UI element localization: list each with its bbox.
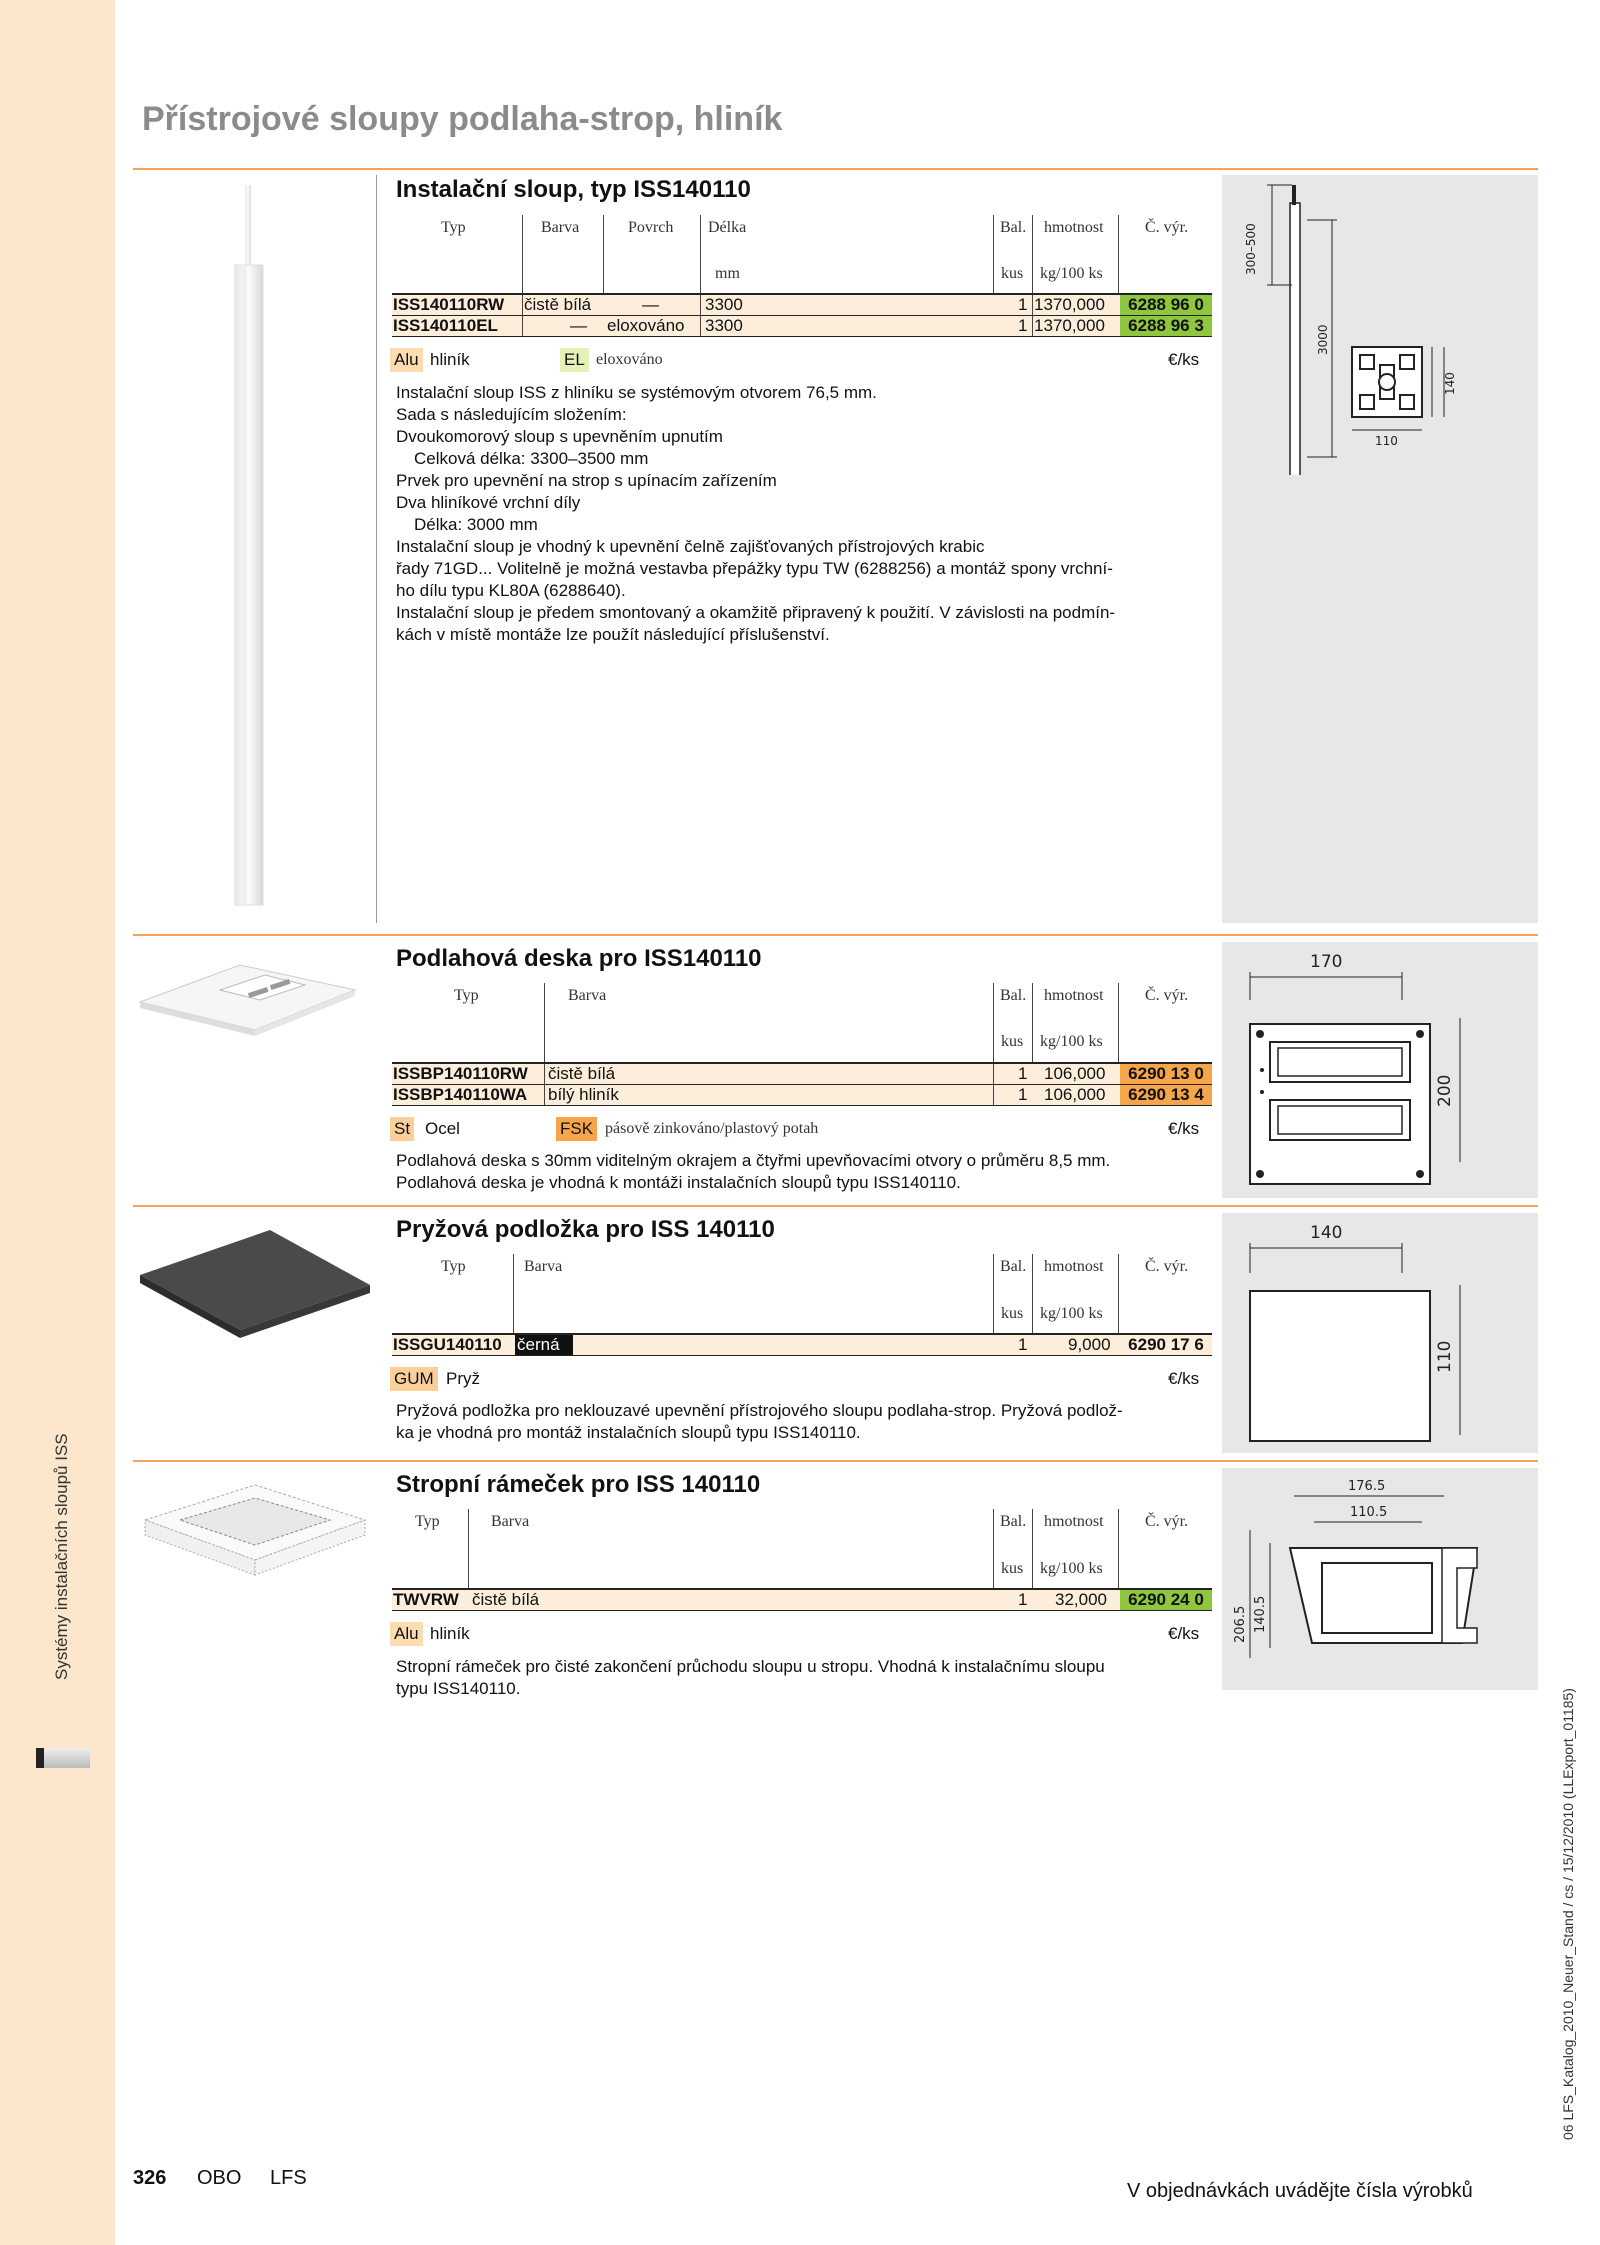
dim-label: 110 [1435,1340,1455,1373]
section-divider [133,168,1538,170]
header-povrch: Povrch [628,219,674,236]
header-hmotnost: hmotnost [1044,1258,1104,1275]
section-divider [133,1460,1538,1462]
length-cell: 3300 [705,295,743,314]
separator [522,215,523,295]
material-code: FSK [556,1117,597,1141]
section-divider [133,1205,1538,1207]
pack-cell: 1 [1018,1590,1028,1609]
surface-cell: eloxováno [607,316,685,335]
side-marker [36,1748,90,1768]
weight-cell: 1370,000 [1034,316,1105,335]
column-divider [376,175,377,923]
section-title: Pryžová podložka pro ISS 140110 [396,1216,775,1243]
separator [700,215,701,295]
material-code: GUM [390,1367,438,1391]
color-cell: černá [515,1335,573,1355]
dim-label: 110 [1375,434,1398,448]
separator [1032,983,1033,1063]
footer-note: V objednávkách uvádějte čísla výrobků [1127,2180,1473,2202]
type-code: ISSBP140110RW [393,1064,528,1083]
header-hmotnost: hmotnost [1044,219,1104,236]
separator [993,215,994,295]
header-barva: Barva [524,1258,563,1275]
section-title: Stropní rámeček pro ISS 140110 [396,1471,761,1498]
dim-label: 176.5 [1348,1479,1386,1494]
brand-label: LFS [270,2167,307,2189]
header-cislo: Č. výr. [1145,1513,1189,1530]
article-number: 6288 96 0 [1120,295,1212,315]
article-number: 6290 13 4 [1120,1085,1212,1105]
unit-kg: kg/100 ks [1040,1033,1103,1050]
separator [993,1509,994,1589]
separator [1118,1509,1119,1589]
separator [993,1064,994,1105]
color-cell: čistě bílá [524,295,592,314]
material-label: Pryž [446,1369,480,1388]
header-bal: Bal. [1000,219,1027,236]
weight-cell: 106,000 [1044,1085,1106,1104]
unit-kus: kus [1001,265,1024,282]
unit-kus: kus [1001,1305,1024,1322]
material-label: Ocel [425,1119,460,1138]
separator [544,1064,545,1105]
material-label: pásově zinkováno/plastový potah [605,1120,819,1137]
dim-label: 110.5 [1350,1505,1388,1520]
price-unit: €/ks [1168,1624,1200,1643]
left-sidebar [0,0,115,2245]
header-typ: Typ [441,1258,466,1275]
material-code: EL [560,348,589,372]
description: Instalační sloup ISS z hliníku se systémovým otvorem 76,5 mm. Sada s následujícím složením: Dvoukomorový sloup s upevněním upnutím Celková délka: 3300–3500 mm Prvek pro upevnění na strop s upínacím zařízením Dva hliníkové vrchní díly Délka: 3000 mm Instalační sloup je vhodný k upevnění čelně zajišťovaných přístrojových krabic řady 71GD... Volitelně je možná vestavba přepážky typu TW (6288256) a montáž spony vrchní- ho dílu typu KL80A (6288640). Instalační sloup je předem smontovaný a okamžitě připravený k použití. V závislosti na podmín- kách v místě montáže lze použít následující příslušenství. [396,383,1116,644]
unit-kus: kus [1001,1560,1024,1577]
section-title: Podlahová deska pro ISS140110 [396,945,762,972]
separator [603,215,604,295]
separator [544,983,545,1063]
header-cislo: Č. výr. [1145,987,1189,1004]
type-code: ISSGU140110 [393,1335,502,1354]
weight-cell: 32,000 [1055,1590,1107,1609]
floor-plate-image [130,960,365,1040]
separator [513,1254,514,1334]
material-label: eloxováno [596,351,663,368]
floor-plate-dimension-drawing [1222,942,1538,1198]
section-title: Instalační sloup, typ ISS140110 [396,176,751,203]
separator [1118,1254,1119,1334]
unit-kus: kus [1001,1033,1024,1050]
table-rule [392,1355,1212,1356]
material-code: St [390,1117,414,1141]
separator [1032,295,1033,336]
dim-label: 140 [1443,372,1457,395]
separator [700,295,701,336]
color-cell: — [570,316,587,335]
separator [468,1509,469,1589]
header-typ: Typ [415,1513,440,1530]
header-hmotnost: hmotnost [1044,987,1104,1004]
unit-kg: kg/100 ks [1040,1305,1103,1322]
weight-cell: 9,000 [1068,1335,1111,1354]
type-code: ISSBP140110WA [393,1085,528,1104]
right-label: 06 LFS_Katalog_2010_Neuer_Stand / cs / 15/12/2010 (LLExport_01185) [1560,1688,1576,2140]
dim-label: 200 [1435,1074,1455,1107]
table-rule [392,336,1212,337]
ceiling-frame-image [140,1480,370,1580]
description: Podlahová deska s 30mm viditelným okrajem a čtyřmi upevňovacími otvory o průměru 8,5 mm. Podlahová deska je vhodná k montáži instalačních sloupů typu ISS140110. [396,1151,1111,1192]
material-label: hliník [430,350,470,369]
header-bal: Bal. [1000,987,1027,1004]
column-product-image [225,185,275,910]
dim-label: 140 [1310,1223,1343,1243]
dim-label: 300–500 [1244,223,1258,275]
page-title: Přístrojové sloupy podlaha-strop, hliník [142,100,783,138]
weight-cell: 1370,000 [1034,295,1105,314]
surface-cell: — [642,295,659,314]
separator [1032,1509,1033,1589]
rubber-pad-dimension-drawing [1222,1213,1538,1453]
dim-label: 206.5 [1233,1605,1248,1643]
header-cislo: Č. výr. [1145,1258,1189,1275]
column-dimension-drawing [1222,175,1538,475]
material-code: Alu [390,1622,423,1646]
header-typ: Typ [441,219,466,236]
dim-label: 3000 [1316,324,1330,355]
separator [993,983,994,1063]
table-rule [392,1105,1212,1106]
price-unit: €/ks [1168,1119,1200,1138]
unit-kg: kg/100 ks [1040,265,1103,282]
header-barva: Barva [491,1513,530,1530]
table-rule [392,1610,1212,1611]
header-barva: Barva [541,219,580,236]
rubber-pad-image [135,1225,375,1345]
length-cell: 3300 [705,316,743,335]
pack-cell: 1 [1018,1064,1028,1083]
separator [993,1254,994,1334]
article-number: 6290 24 0 [1120,1590,1212,1610]
description: Pryžová podložka pro neklouzavé upevnění přístrojového sloupu podlaha-strop. Pryžová podlož- ka je vhodná pro montáž instalačních sloupů typu ISS140110. [396,1401,1123,1442]
material-code: Alu [390,348,423,372]
brand-label: OBO [197,2167,242,2189]
price-unit: €/ks [1168,1369,1200,1388]
separator [1032,215,1033,295]
separator [1032,1254,1033,1334]
side-label: Systémy instalačních sloupů ISS [52,1433,71,1680]
pack-cell: 1 [1018,1335,1028,1354]
type-code: ISS140110RW [393,295,505,314]
header-hmotnost: hmotnost [1044,1513,1104,1530]
article-number: 6290 13 0 [1120,1064,1212,1084]
pack-cell: 1 [1018,295,1028,314]
pack-cell: 1 [1018,1085,1028,1104]
pack-cell: 1 [1018,316,1028,335]
article-number: 6288 96 3 [1120,316,1212,336]
header-typ: Typ [454,987,479,1004]
unit-kg: kg/100 ks [1040,1560,1103,1577]
page-number: 326 [133,2167,167,2189]
price-unit: €/ks [1168,350,1200,369]
dim-label: 170 [1310,952,1343,972]
color-cell: čistě bílá [548,1064,616,1083]
article-number: 6290 17 6 [1128,1335,1204,1354]
separator [522,295,523,336]
color-cell: čistě bílá [472,1590,540,1609]
material-label: hliník [430,1624,470,1643]
header-cislo: Č. výr. [1145,219,1189,236]
header-barva: Barva [568,987,607,1004]
header-delka: Délka [708,219,747,236]
unit-mm: mm [715,265,740,282]
separator [1118,215,1119,295]
color-cell: bílý hliník [548,1085,619,1104]
description: Stropní rámeček pro čisté zakončení průchodu sloupu u stropu. Vhodná k instalačnímu sloupu typu ISS140110. [396,1657,1105,1698]
separator [1118,983,1119,1063]
dim-label: 140.5 [1253,1595,1268,1633]
type-code: TWVRW [393,1590,459,1609]
ceiling-frame-dimension-drawing [1222,1468,1538,1690]
header-bal: Bal. [1000,1513,1027,1530]
header-bal: Bal. [1000,1258,1027,1275]
type-code: ISS140110EL [393,316,498,335]
weight-cell: 106,000 [1044,1064,1106,1083]
section-divider [133,934,1538,936]
